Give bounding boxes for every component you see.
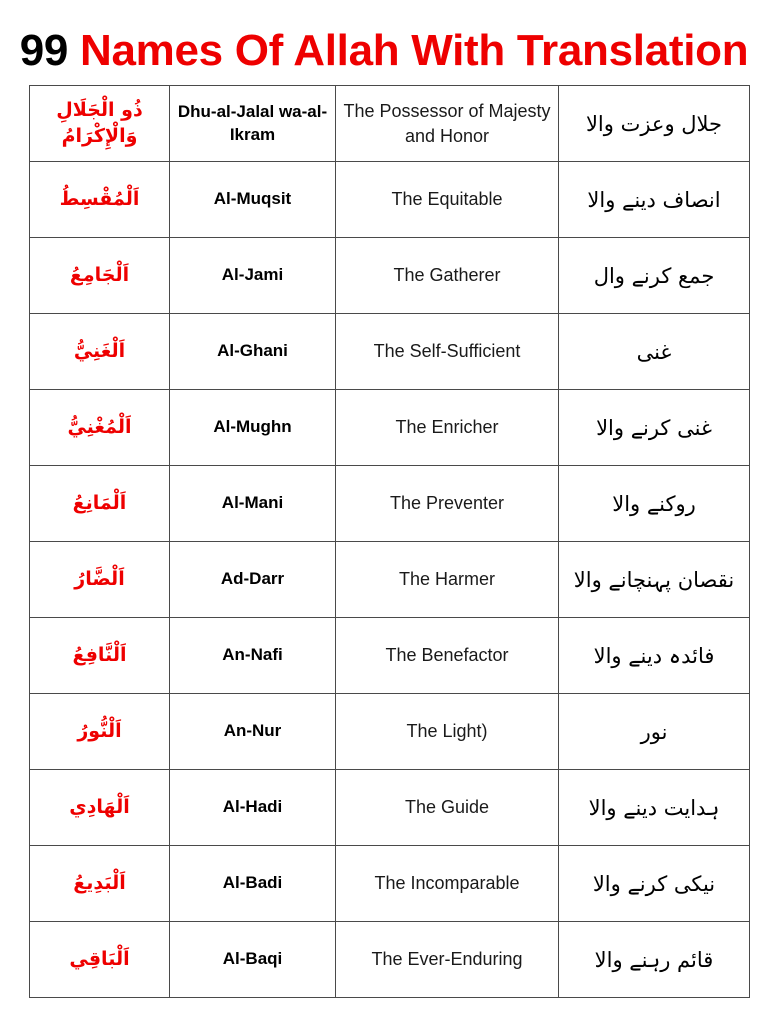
transliteration-cell: Al-Mughn [170, 390, 336, 466]
urdu-meaning-cell: غنی کرنے والا [559, 390, 750, 466]
urdu-meaning-cell: نور [559, 694, 750, 770]
table-row [30, 770, 750, 846]
urdu-meaning-cell: ہدایت دینے والا [559, 770, 750, 846]
english-meaning-cell: The Benefactor [336, 618, 559, 694]
title-text: Names Of Allah With Translation [79, 26, 749, 75]
english-meaning-cell: The Gatherer [336, 238, 559, 314]
table-row [30, 846, 750, 922]
transliteration-cell: Al-Ghani [170, 314, 336, 390]
transliteration-cell: Al-Muqsit [170, 162, 336, 238]
title-number: 99 [19, 26, 69, 75]
table-row [30, 618, 750, 694]
transliteration-cell: Al-Hadi [170, 770, 336, 846]
transliteration-cell: Al-Baqi [170, 922, 336, 998]
table-row [30, 694, 750, 770]
arabic-name-cell: اَلْمَانِعُ [30, 466, 170, 542]
table-row [30, 86, 750, 162]
names-table [29, 85, 750, 998]
english-meaning-cell: The Equitable [336, 162, 559, 238]
urdu-meaning-cell: جلال وعزت والا [559, 86, 750, 162]
table-row [30, 466, 750, 542]
english-meaning-cell: The Incomparable [336, 846, 559, 922]
arabic-name-cell: اَلْنُّورُ [30, 694, 170, 770]
urdu-meaning-cell: فائدہ دینے والا [559, 618, 750, 694]
arabic-name-cell: اَلْغَنِيُّ [30, 314, 170, 390]
arabic-name-cell: اَلْضَّارُ [30, 542, 170, 618]
transliteration-cell: Ad-Darr [170, 542, 336, 618]
transliteration-cell: Al-Mani [170, 466, 336, 542]
arabic-name-cell: ذُو الْجَلَالِ وَالْإِكْرَامُ [30, 86, 170, 162]
table-row [30, 314, 750, 390]
arabic-name-cell: اَلْبَاقِي [30, 922, 170, 998]
urdu-meaning-cell: جمع کرنے وال [559, 238, 750, 314]
english-meaning-cell: The Harmer [336, 542, 559, 618]
arabic-name-cell: اَلْنَّافِعُ [30, 618, 170, 694]
transliteration-cell: Dhu-al-Jalal wa-al-Ikram [170, 86, 336, 162]
urdu-meaning-cell: روکنے والا [559, 466, 750, 542]
english-meaning-cell: The Possessor of Majesty and Honor [336, 86, 559, 162]
transliteration-cell: Al-Jami [170, 238, 336, 314]
urdu-meaning-cell: نقصان پہنچانے والا [559, 542, 750, 618]
table-row [30, 238, 750, 314]
transliteration-cell: An-Nur [170, 694, 336, 770]
urdu-meaning-cell: قائم رہنے والا [559, 922, 750, 998]
english-meaning-cell: The Guide [336, 770, 559, 846]
transliteration-cell: Al-Badi [170, 846, 336, 922]
english-meaning-cell: The Preventer [336, 466, 559, 542]
english-meaning-cell: The Self-Sufficient [336, 314, 559, 390]
arabic-name-cell: اَلْبَدِيعُ [30, 846, 170, 922]
table-row [30, 390, 750, 466]
arabic-name-cell: اَلْمُقْسِطُ [30, 162, 170, 238]
urdu-meaning-cell: انصاف دینے والا [559, 162, 750, 238]
page-title [0, 22, 768, 80]
table-row [30, 162, 750, 238]
table-row [30, 542, 750, 618]
arabic-name-cell: اَلْجَامِعُ [30, 238, 170, 314]
english-meaning-cell: The Enricher [336, 390, 559, 466]
transliteration-cell: An-Nafi [170, 618, 336, 694]
urdu-meaning-cell: غنی [559, 314, 750, 390]
table-row [30, 922, 750, 998]
english-meaning-cell: The Light) [336, 694, 559, 770]
arabic-name-cell: اَلْهَادِي [30, 770, 170, 846]
arabic-name-cell: اَلْمُغْنِيُّ [30, 390, 170, 466]
english-meaning-cell: The Ever-Enduring [336, 922, 559, 998]
urdu-meaning-cell: نیکی کرنے والا [559, 846, 750, 922]
